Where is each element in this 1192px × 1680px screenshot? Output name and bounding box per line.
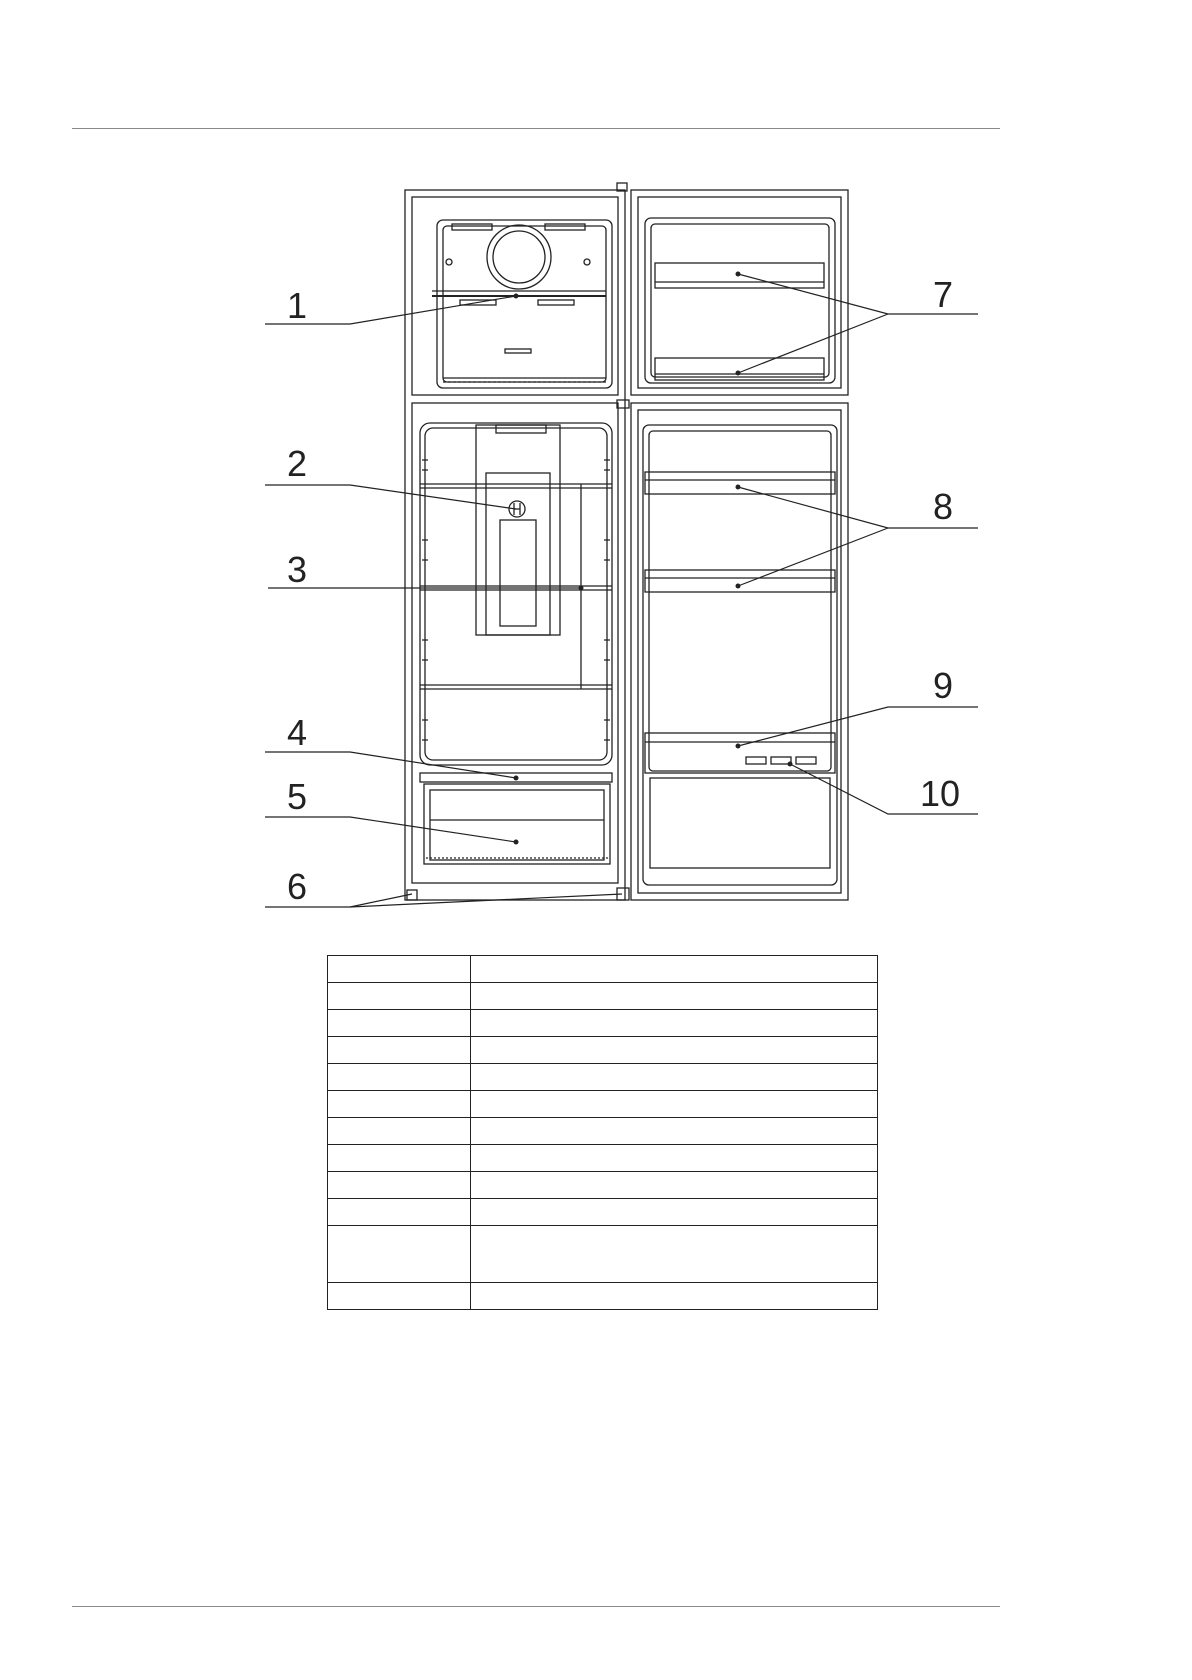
callout-9: 9 [932,665,954,706]
part-number-cell [328,1064,471,1091]
part-number-cell [328,1226,471,1283]
table-row [328,1199,878,1226]
part-name-cell [471,956,878,983]
callout-2: 2 [286,443,308,484]
table-row [328,1037,878,1064]
part-number-cell [328,1118,471,1145]
freezer-compartment [432,220,612,388]
callout-3: 3 [286,549,308,590]
part-number-cell [328,1145,471,1172]
bottom-rule [72,1606,1000,1607]
table-row [328,1010,878,1037]
part-name-cell [471,1145,878,1172]
part-name-cell [471,1283,878,1310]
callout-8: 8 [932,486,954,527]
table-row [328,983,878,1010]
fridge-compartment [420,423,612,864]
table-row [328,956,878,983]
part-name-cell [471,1199,878,1226]
table-row [328,1283,878,1310]
part-name-cell [471,1226,878,1283]
part-name-cell [471,983,878,1010]
part-number-cell [328,1010,471,1037]
part-number-cell [328,1091,471,1118]
table-row [328,1064,878,1091]
part-number-cell [328,983,471,1010]
table-row [328,1091,878,1118]
table-row [328,1145,878,1172]
table-row [328,1226,878,1283]
callout-1: 1 [286,285,308,326]
part-number-cell [328,1199,471,1226]
part-name-cell [471,1010,878,1037]
leader-lines [265,274,978,907]
callout-5: 5 [286,776,308,817]
table-row [328,1172,878,1199]
freezer-door [631,190,848,395]
part-name-cell [471,1037,878,1064]
callout-7: 7 [932,274,954,315]
part-name-cell [471,1064,878,1091]
parts-table [327,955,878,1310]
callout-10: 10 [919,773,961,814]
callout-4: 4 [286,712,308,753]
part-name-cell [471,1172,878,1199]
part-number-cell [328,1172,471,1199]
fridge-door [631,403,848,900]
part-name-cell [471,1118,878,1145]
part-number-cell [328,1283,471,1310]
part-number-cell [328,1037,471,1064]
part-name-cell [471,1091,878,1118]
callout-6: 6 [286,866,308,907]
part-number-cell [328,956,471,983]
table-row [328,1118,878,1145]
